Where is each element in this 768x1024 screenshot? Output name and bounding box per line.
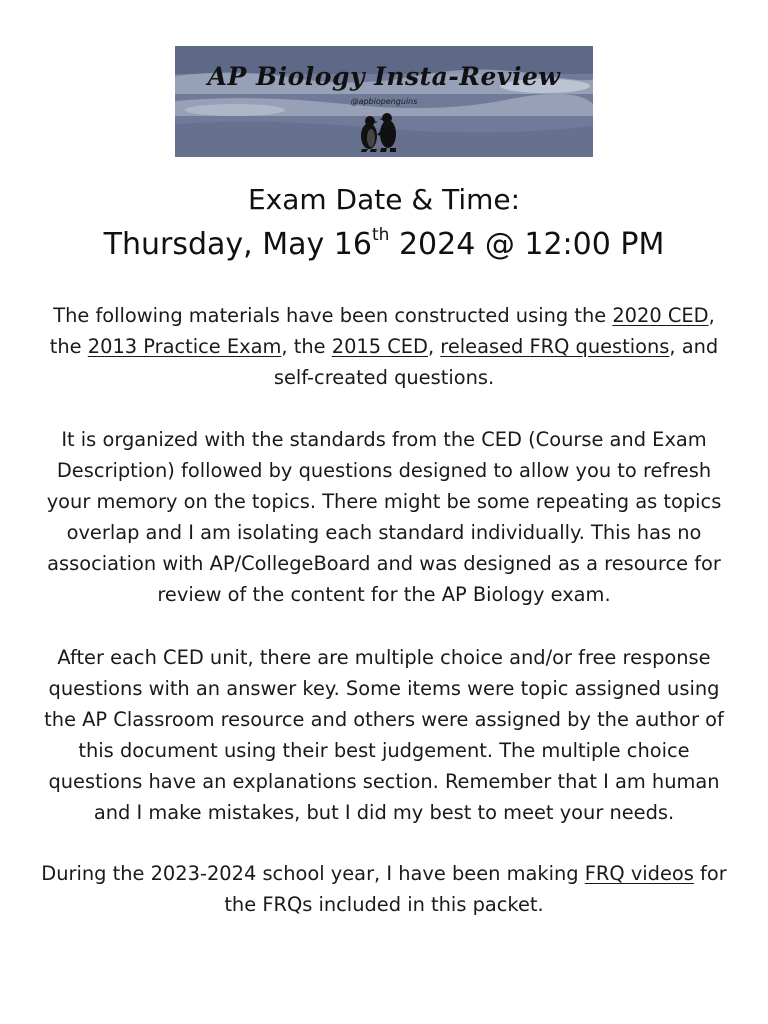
intro-text-4: ,: [427, 335, 441, 358]
exam-date-prefix: Thursday, May 16: [103, 227, 372, 262]
practice-exam-2013-link[interactable]: 2013 Practice Exam: [87, 335, 282, 358]
questions-paragraph: After each CED unit, there are multiple choice and/or free response questions with an answer key. Some items were topic assigned using the AP Classroom resource and others were assigned by the author of this document using their best judgement. The multiple choice questions have an explanations section. Remember that I am human and I make mistakes, but I did my best to meet your needs.: [44, 646, 724, 824]
videos-paragraph: [40, 858, 728, 920]
penguins-icon: [349, 109, 409, 155]
exam-date-ordinal: th: [371, 225, 390, 245]
banner-handle: @apbiopenguins: [350, 97, 418, 106]
organization-paragraph: It is organized with the standards from the CED (Course and Exam Description) followed by questions designed to allow you to refresh your memory on the topics. There might be some repeating as topics overlap and I am isolating each standard individually. This has no association with AP/CollegeBoard and was designed as a resource for review of the content for the AP Biology exam.: [46, 428, 722, 606]
intro-paragraph: [40, 300, 728, 393]
banner-image: [175, 46, 593, 157]
intro-text-3: , the: [281, 335, 332, 358]
exam-date-time: [0, 227, 768, 262]
intro-text-1: The following materials have been constructed using the: [53, 304, 613, 327]
exam-date-rest: 2024 @ 12:00 PM: [389, 227, 665, 262]
ced-2015-link[interactable]: 2015 CED: [331, 335, 428, 358]
banner-title: AP Biology Insta-Review: [207, 62, 561, 91]
intro-text-2: , the: [49, 304, 715, 358]
released-frq-link[interactable]: released FRQ questions: [440, 335, 670, 358]
ced-2020-link[interactable]: 2020 CED: [612, 304, 709, 327]
intro-text-5: , and self-created questions.: [273, 335, 719, 389]
videos-text-1: During the 2023-2024 school year, I have been making: [41, 862, 585, 885]
videos-text-2: for the FRQs included in this packet.: [224, 862, 727, 916]
frq-videos-link[interactable]: FRQ videos: [584, 862, 694, 885]
exam-date-label: Exam Date & Time:: [247, 183, 521, 216]
